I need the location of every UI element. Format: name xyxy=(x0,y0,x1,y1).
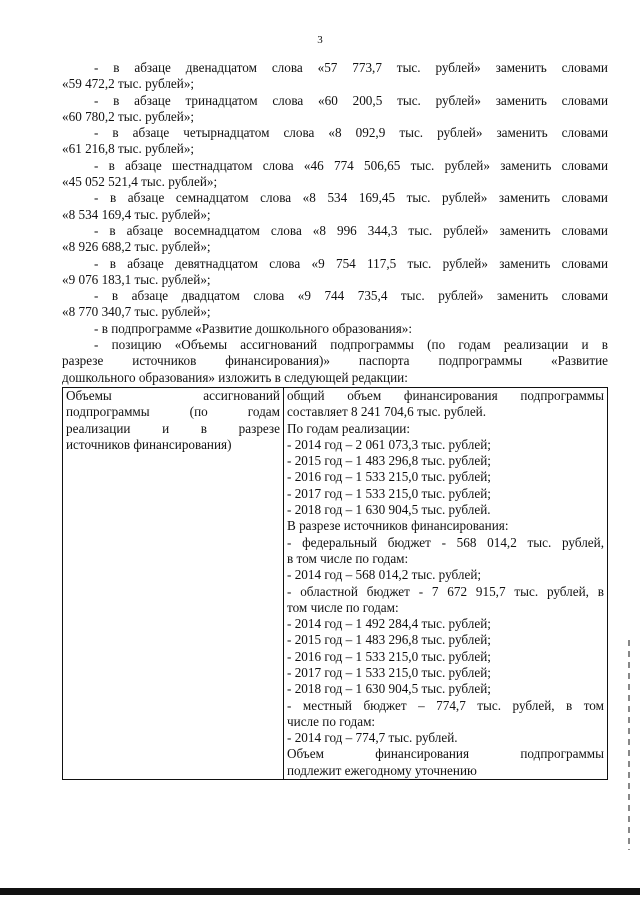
paragraph-line: - в абзаце двенадцатом слова «57 773,7 тыс. рублей» заменить словами xyxy=(94,60,608,75)
paragraph-line: «8 926 688,2 тыс. рублей»; xyxy=(62,239,211,255)
cell-line: - областной бюджет - 7 672 915,7 тыс. рублей, в xyxy=(287,583,604,599)
paragraph-line: дошкольного образования» изложить в следующей редакции: xyxy=(62,369,408,385)
paragraph-line: - в подпрограмме «Развитие дошкольного образования»: xyxy=(94,320,413,336)
cell-line: Объемы ассигнований xyxy=(66,387,280,403)
table-row xyxy=(63,387,608,779)
cell-line: - 2016 год – 1 533 215,0 тыс. рублей; xyxy=(287,648,491,664)
amendment-paragraph xyxy=(62,93,608,126)
paragraph-line: - в абзаце четырнадцатом слова «8 092,9 тыс. рублей» заменить словами xyxy=(94,125,608,141)
cell-line: - 2018 год – 1 630 904,5 тыс. рублей; xyxy=(287,681,491,697)
cell-line: - местный бюджет – 774,7 тыс. рублей, в том xyxy=(287,697,604,713)
paragraph-line: - в абзаце двадцатом слова «9 744 735,4 тыс. рублей» заменить словами xyxy=(94,288,608,304)
paragraph-line: - в абзаце тринадцатом слова «60 200,5 тыс. рублей» заменить словами xyxy=(94,92,608,108)
page-number: 3 xyxy=(317,34,323,46)
cell-line: числе по годам: xyxy=(287,713,376,729)
table-cell-label xyxy=(63,387,284,779)
amendment-paragraph xyxy=(62,223,608,256)
paragraph-line: «8 534 169,4 тыс. рублей»; xyxy=(62,206,211,222)
cell-line: - 2014 год – 2 061 073,3 тыс. рублей; xyxy=(287,436,491,452)
cell-line: составляет 8 241 704,6 тыс. рублей. xyxy=(287,404,487,420)
cell-line: В разрезе источников финансирования: xyxy=(287,518,509,534)
paragraph-line: «60 780,2 тыс. рублей»; xyxy=(62,108,195,124)
document-body xyxy=(62,60,608,780)
amendment-paragraph xyxy=(62,125,608,158)
cell-line: По годам реализации: xyxy=(287,420,411,436)
position-paragraph xyxy=(62,337,608,386)
cell-line: - 2015 год – 1 483 296,8 тыс. рублей; xyxy=(287,632,491,648)
paragraph-line: - в абзаце девятнадцатом слова «9 754 117,5 тыс. рублей» заменить словами xyxy=(94,255,608,271)
paragraph-line: «61 216,8 тыс. рублей»; xyxy=(62,141,195,157)
cell-line: Объем финансирования подпрограммы xyxy=(287,746,604,762)
cell-line: - федеральный бюджет - 568 014,2 тыс. рублей, xyxy=(287,534,604,550)
paragraph-line: - позицию «Объемы ассигнований подпрограммы (по годам реализации и в xyxy=(94,337,608,353)
amendment-paragraph xyxy=(62,158,608,191)
cell-line: - 2015 год – 1 483 296,8 тыс. рублей; xyxy=(287,453,491,469)
cell-line: - 2014 год – 568 014,2 тыс. рублей; xyxy=(287,567,482,583)
paragraph-line: - в абзаце семнадцатом слова «8 534 169,45 тыс. рублей» заменить словами xyxy=(94,190,608,206)
cell-line: - 2014 год – 774,7 тыс. рублей. xyxy=(287,730,458,746)
cell-line: - 2016 год – 1 533 215,0 тыс. рублей; xyxy=(287,469,491,485)
paragraph-line: - в абзаце шестнадцатом слова «46 774 506,65 тыс. рублей» заменить словами xyxy=(94,157,608,173)
cell-line: в том числе по годам: xyxy=(287,550,409,566)
cell-line: подпрограммы (по годам xyxy=(66,404,280,420)
scan-edge-mark xyxy=(628,640,630,850)
cell-line: - 2017 год – 1 533 215,0 тыс. рублей; xyxy=(287,485,491,501)
cell-line: - 2017 год – 1 533 215,0 тыс. рублей; xyxy=(287,664,491,680)
amendment-paragraph xyxy=(62,190,608,223)
paragraph-line: разрезе источников финансирования)» паспорта подпрограммы «Развитие xyxy=(62,353,608,369)
scan-bottom-border xyxy=(0,888,640,895)
cell-line: - 2014 год – 1 492 284,4 тыс. рублей; xyxy=(287,616,491,632)
cell-line: подлежит ежегодному уточнению xyxy=(287,762,477,778)
cell-line: том числе по годам: xyxy=(287,599,399,615)
paragraph-line: «45 052 521,4 тыс. рублей»; xyxy=(62,174,218,190)
paragraph-line: «9 076 183,1 тыс. рублей»; xyxy=(62,271,211,287)
amendment-paragraph xyxy=(62,60,608,93)
paragraph-line: «59 472,2 тыс. рублей»; xyxy=(62,76,195,92)
paragraph-line: - в абзаце восемнадцатом слова «8 996 344,3 тыс. рублей» заменить словами xyxy=(94,222,608,238)
subprogram-heading xyxy=(62,321,608,337)
paragraph-line: «8 770 340,7 тыс. рублей»; xyxy=(62,304,211,320)
cell-line: реализации и в разрезе xyxy=(66,420,280,436)
passport-table xyxy=(62,387,608,780)
cell-line: общий объем финансирования подпрограммы xyxy=(287,387,604,403)
amendment-paragraph xyxy=(62,288,608,321)
table-cell-value xyxy=(284,387,608,779)
amendment-paragraph xyxy=(62,256,608,289)
cell-line: - 2018 год – 1 630 904,5 тыс. рублей. xyxy=(287,502,491,518)
cell-line: источников финансирования) xyxy=(66,436,232,452)
